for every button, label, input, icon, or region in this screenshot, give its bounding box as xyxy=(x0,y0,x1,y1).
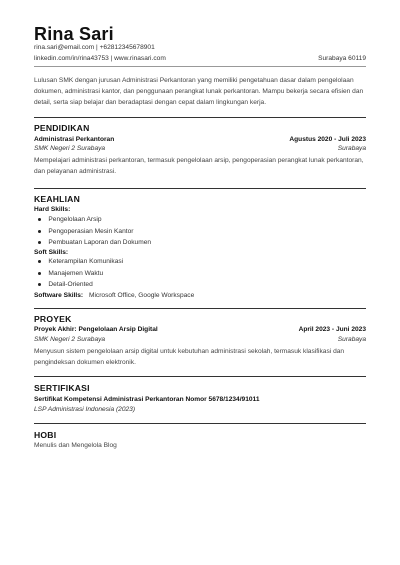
education-entry-sub xyxy=(34,145,366,152)
hobbies-divider xyxy=(34,423,366,424)
certification-issuer: LSP Administrasi Indonesia (2023) xyxy=(34,406,136,413)
header-divider xyxy=(34,66,366,67)
skills-heading: KEAHLIAN xyxy=(34,194,80,204)
software-skills-line xyxy=(34,292,194,299)
education-dates: Agustus 2020 - Juli 2023 xyxy=(289,136,366,143)
education-divider xyxy=(34,117,366,118)
education-city: Surabaya xyxy=(337,145,366,152)
project-org: SMK Negeri 2 Surabaya xyxy=(34,336,106,343)
contact-links: linkedin.com/in/rina43753 | www.rinasari.com xyxy=(34,55,166,62)
bullet-icon xyxy=(38,218,41,221)
project-dates: April 2023 - Juni 2023 xyxy=(298,326,366,333)
certifications-divider xyxy=(34,376,366,377)
bullet-icon xyxy=(38,260,41,263)
certifications-heading: SERTIFIKASI xyxy=(34,383,90,393)
projects-heading: PROYEK xyxy=(34,314,72,324)
list-item: Pengoperasian Mesin Kantor xyxy=(34,226,151,238)
bullet-icon xyxy=(38,283,41,286)
hard-skills-label: Hard Skills: xyxy=(34,206,71,213)
education-school: SMK Negeri 2 Surabaya xyxy=(34,145,106,152)
hobbies-text: Menulis dan Mengelola Blog xyxy=(34,442,117,449)
list-item: Pembuatan Laporan dan Dokumen xyxy=(34,237,151,249)
bullet-icon xyxy=(38,272,41,275)
contact-location: Surabaya 60119 xyxy=(318,55,366,62)
soft-skills-list xyxy=(34,256,123,291)
list-item: Pengelolaan Arsip xyxy=(34,214,151,226)
software-skills-label: Software Skills: xyxy=(34,292,84,299)
education-description: Mempelajari administrasi perkantoran, termasuk pengelolaan arsip, pengoperasian perangkat lunak perkantoran, dan pelayanan administrasi. xyxy=(34,157,364,175)
skills-divider xyxy=(34,188,366,189)
software-skills-value: Microsoft Office, Google Workspace xyxy=(88,292,195,299)
projects-divider xyxy=(34,308,366,309)
certification-entry xyxy=(34,396,366,403)
soft-skills-label: Soft Skills: xyxy=(34,249,69,256)
education-entry-header xyxy=(34,136,366,143)
certification-issuer-line xyxy=(34,406,366,413)
project-name: Proyek Akhir: Pengelolaan Arsip Digital xyxy=(34,326,158,333)
hard-skills-list xyxy=(34,214,151,249)
contact-email-phone: rina.sari@email.com | +62812345678901 xyxy=(34,44,155,51)
bullet-icon xyxy=(38,241,41,244)
candidate-name: Rina Sari xyxy=(34,24,114,44)
project-description: Menyusun sistem pengelolaan arsip digital untuk kebutuhan administrasi sekolah, termasuk klasifikasi dan pengindeksan dokumen elektronik. xyxy=(34,348,345,366)
education-program: Administrasi Perkantoran xyxy=(34,136,115,143)
hobbies-heading: HOBI xyxy=(34,430,57,440)
project-entry-header xyxy=(34,326,366,333)
list-item: Manajemen Waktu xyxy=(34,268,123,280)
certification-name: Sertifikat Kompetensi Administrasi Perkantoran Nomor 5678/1234/91011 xyxy=(34,396,260,403)
project-entry-sub xyxy=(34,336,366,343)
list-item: Keterampilan Komunikasi xyxy=(34,256,123,268)
education-heading: PENDIDIKAN xyxy=(34,123,90,133)
project-city: Surabaya xyxy=(337,336,366,343)
summary-text: Lulusan SMK dengan jurusan Administrasi Perkantoran yang memiliki pengetahuan dasar dalam pengelolaan dokumen, administrasi kantor, dan penggunaan perangkat lunak perkantoran. Mampu bekerja secara efisien dan detail, serta siap belajar dan beradaptasi dengan cepat dalam lingkungan kerja. xyxy=(34,77,364,106)
bullet-icon xyxy=(38,230,41,233)
list-item: Detail-Oriented xyxy=(34,279,123,291)
